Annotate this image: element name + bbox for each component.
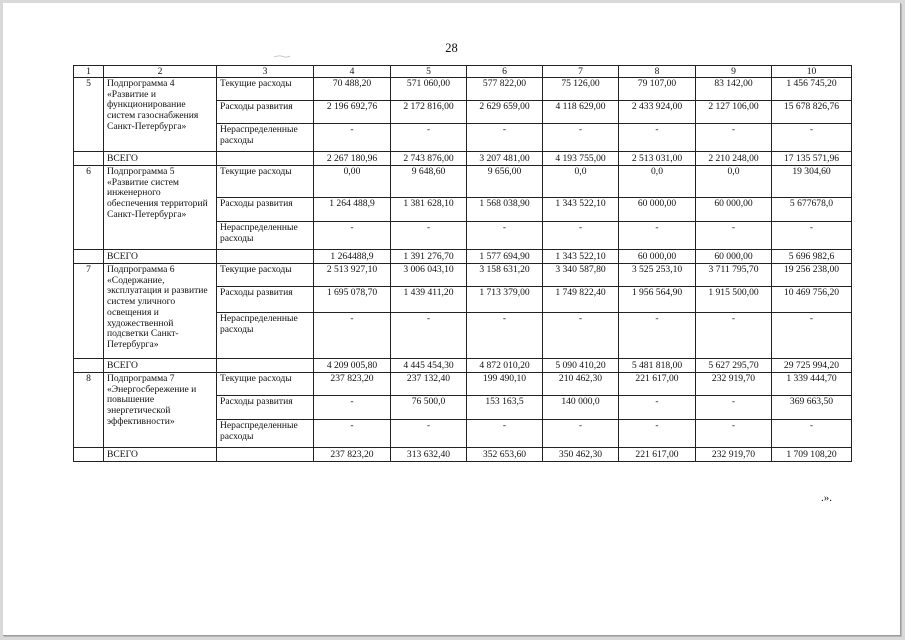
value-cell: 15 678 826,76 <box>772 101 852 124</box>
total-value-cell: 1 264488,9 <box>314 250 391 264</box>
value-cell: 199 490,10 <box>467 373 543 396</box>
value-cell: - <box>619 313 696 359</box>
value-cell: 2 127 106,00 <box>696 101 772 124</box>
table-row <box>74 373 852 396</box>
value-cell: 83 142,00 <box>696 78 772 101</box>
value-cell: 60 000,00 <box>619 198 696 222</box>
total-row <box>74 152 852 166</box>
total-value-cell: 2 513 031,00 <box>619 152 696 166</box>
empty-cell <box>74 250 104 264</box>
value-cell: - <box>314 420 391 448</box>
total-value-cell: 5 090 410,20 <box>543 359 619 373</box>
row-number: 5 <box>74 78 104 152</box>
value-cell: 1 339 444,70 <box>772 373 852 396</box>
total-value-cell: 29 725 994,20 <box>772 359 852 373</box>
expense-type-label: Расходы развития <box>217 396 314 420</box>
value-cell: 19 256 238,00 <box>772 264 852 287</box>
value-cell: - <box>467 124 543 152</box>
value-cell: 140 000,0 <box>543 396 619 420</box>
total-label: ВСЕГО <box>104 250 217 264</box>
empty-cell <box>217 250 314 264</box>
value-cell: - <box>391 420 467 448</box>
row-number: 6 <box>74 166 104 250</box>
total-value-cell: 4 209 005,80 <box>314 359 391 373</box>
value-cell: 1 439 411,20 <box>391 287 467 313</box>
value-cell: 60 000,00 <box>696 198 772 222</box>
value-cell: 369 663,50 <box>772 396 852 420</box>
value-cell: - <box>619 420 696 448</box>
value-cell: - <box>314 313 391 359</box>
value-cell: - <box>467 313 543 359</box>
value-cell: - <box>467 222 543 250</box>
value-cell: 1 695 078,70 <box>314 287 391 313</box>
total-value-cell: 3 207 481,00 <box>467 152 543 166</box>
expense-type-label: Расходы развития <box>217 287 314 313</box>
value-cell: 70 488,20 <box>314 78 391 101</box>
value-cell: 2 629 659,00 <box>467 101 543 124</box>
total-value-cell: 232 919,70 <box>696 448 772 462</box>
total-value-cell: 5 481 818,00 <box>619 359 696 373</box>
column-header: 9 <box>696 66 772 78</box>
closing-quote-mark: .». <box>821 492 832 504</box>
document-page <box>3 3 901 636</box>
total-value-cell: 350 462,30 <box>543 448 619 462</box>
row-number: 8 <box>74 373 104 448</box>
total-value-cell: 5 627 295,70 <box>696 359 772 373</box>
value-cell: - <box>619 222 696 250</box>
total-value-cell: 60 000,00 <box>696 250 772 264</box>
subprogram-title: Подпрограмма 5 «Развитие систем инженерного обеспечения территорий Санкт-Петербурга» <box>104 166 217 250</box>
value-cell: 0,0 <box>543 166 619 198</box>
value-cell: 1 915 500,00 <box>696 287 772 313</box>
value-cell: - <box>543 124 619 152</box>
value-cell: 75 126,00 <box>543 78 619 101</box>
total-value-cell: 221 617,00 <box>619 448 696 462</box>
value-cell: 210 462,30 <box>543 373 619 396</box>
value-cell: 1 456 745,20 <box>772 78 852 101</box>
value-cell: 237 823,20 <box>314 373 391 396</box>
value-cell: - <box>543 420 619 448</box>
expense-type-label: Текущие расходы <box>217 166 314 198</box>
expense-type-label: Нераспределенные расходы <box>217 420 314 448</box>
value-cell: - <box>391 124 467 152</box>
table-row <box>74 264 852 287</box>
value-cell: 1 956 564,90 <box>619 287 696 313</box>
scan-artifact-mark <box>273 55 291 58</box>
value-cell: 5 677678,0 <box>772 198 852 222</box>
value-cell: 0,0 <box>696 166 772 198</box>
value-cell: - <box>467 420 543 448</box>
empty-cell <box>217 152 314 166</box>
table-row <box>74 78 852 101</box>
value-cell: 0,00 <box>314 166 391 198</box>
total-value-cell: 4 872 010,20 <box>467 359 543 373</box>
empty-cell <box>74 152 104 166</box>
value-cell: 237 132,40 <box>391 373 467 396</box>
total-value-cell: 17 135 571,96 <box>772 152 852 166</box>
value-cell: 79 107,00 <box>619 78 696 101</box>
value-cell: 1 264 488,9 <box>314 198 391 222</box>
value-cell: 153 163,5 <box>467 396 543 420</box>
value-cell: 577 822,00 <box>467 78 543 101</box>
subprogram-title: Подпрограмма 6 «Содержание, эксплуатация и развитие систем уличного освещения и художественной подсветки Санкт-Петербурга» <box>104 264 217 359</box>
value-cell: 1 749 822,40 <box>543 287 619 313</box>
expense-type-label: Расходы развития <box>217 101 314 124</box>
value-cell: - <box>543 313 619 359</box>
value-cell: 2 433 924,00 <box>619 101 696 124</box>
empty-cell <box>74 359 104 373</box>
total-value-cell: 313 632,40 <box>391 448 467 462</box>
total-value-cell: 4 193 755,00 <box>543 152 619 166</box>
value-cell: - <box>543 222 619 250</box>
expense-type-label: Нераспределенные расходы <box>217 124 314 152</box>
total-row <box>74 359 852 373</box>
subprogram-title: Подпрограмма 7 «Энергосбережение и повышение энергетической эффективности» <box>104 373 217 448</box>
value-cell: - <box>619 124 696 152</box>
value-cell: 232 919,70 <box>696 373 772 396</box>
value-cell: - <box>772 313 852 359</box>
column-header: 5 <box>391 66 467 78</box>
column-header: 7 <box>543 66 619 78</box>
expense-type-label: Текущие расходы <box>217 264 314 287</box>
total-value-cell: 237 823,20 <box>314 448 391 462</box>
total-label: ВСЕГО <box>104 448 217 462</box>
value-cell: 3 006 043,10 <box>391 264 467 287</box>
value-cell: - <box>314 124 391 152</box>
total-label: ВСЕГО <box>104 152 217 166</box>
total-value-cell: 1 343 522,10 <box>543 250 619 264</box>
empty-cell <box>74 448 104 462</box>
value-cell: - <box>696 124 772 152</box>
value-cell: 1 381 628,10 <box>391 198 467 222</box>
value-cell: 3 340 587,80 <box>543 264 619 287</box>
value-cell: 2 513 927,10 <box>314 264 391 287</box>
empty-cell <box>217 448 314 462</box>
total-value-cell: 5 696 982,6 <box>772 250 852 264</box>
value-cell: 3 711 795,70 <box>696 264 772 287</box>
subprogram-title: Подпрограмма 4 «Развитие и функционирование систем газоснабжения Санкт-Петербурга» <box>104 78 217 152</box>
value-cell: - <box>314 222 391 250</box>
total-value-cell: 2 743 876,00 <box>391 152 467 166</box>
value-cell: - <box>696 396 772 420</box>
value-cell: 2 172 816,00 <box>391 101 467 124</box>
value-cell: 0,0 <box>619 166 696 198</box>
value-cell: 19 304,60 <box>772 166 852 198</box>
value-cell: - <box>696 222 772 250</box>
total-row <box>74 250 852 264</box>
column-header: 8 <box>619 66 696 78</box>
page-number: 28 <box>445 41 458 55</box>
row-number: 7 <box>74 264 104 359</box>
value-cell: 9 648,60 <box>391 166 467 198</box>
total-value-cell: 1 709 108,20 <box>772 448 852 462</box>
value-cell: 3 158 631,20 <box>467 264 543 287</box>
value-cell: 571 060,00 <box>391 78 467 101</box>
expense-type-label: Нераспределенные расходы <box>217 222 314 250</box>
value-cell: - <box>772 124 852 152</box>
value-cell: 1 568 038,90 <box>467 198 543 222</box>
value-cell: 1 343 522,10 <box>543 198 619 222</box>
value-cell: 76 500,0 <box>391 396 467 420</box>
value-cell: - <box>391 313 467 359</box>
value-cell: 10 469 756,20 <box>772 287 852 313</box>
total-value-cell: 352 653,60 <box>467 448 543 462</box>
total-value-cell: 2 210 248,00 <box>696 152 772 166</box>
total-value-cell: 60 000,00 <box>619 250 696 264</box>
value-cell: - <box>619 396 696 420</box>
value-cell: 3 525 253,10 <box>619 264 696 287</box>
value-cell: 9 656,00 <box>467 166 543 198</box>
expense-type-label: Текущие расходы <box>217 373 314 396</box>
column-header: 3 <box>217 66 314 78</box>
column-header: 6 <box>467 66 543 78</box>
value-cell: - <box>772 420 852 448</box>
column-header: 4 <box>314 66 391 78</box>
budget-table <box>73 65 852 462</box>
total-value-cell: 2 267 180,96 <box>314 152 391 166</box>
column-header: 10 <box>772 66 852 78</box>
value-cell: 2 196 692,76 <box>314 101 391 124</box>
value-cell: 4 118 629,00 <box>543 101 619 124</box>
total-value-cell: 1 577 694,90 <box>467 250 543 264</box>
value-cell: 1 713 379,00 <box>467 287 543 313</box>
expense-type-label: Расходы развития <box>217 198 314 222</box>
value-cell: - <box>391 222 467 250</box>
expense-type-label: Текущие расходы <box>217 78 314 101</box>
value-cell: - <box>314 396 391 420</box>
value-cell: - <box>696 420 772 448</box>
empty-cell <box>217 359 314 373</box>
value-cell: 221 617,00 <box>619 373 696 396</box>
expense-type-label: Нераспределенные расходы <box>217 313 314 359</box>
table-row <box>74 166 852 198</box>
column-header: 2 <box>104 66 217 78</box>
value-cell: - <box>772 222 852 250</box>
total-label: ВСЕГО <box>104 359 217 373</box>
column-header: 1 <box>74 66 104 78</box>
total-value-cell: 1 391 276,70 <box>391 250 467 264</box>
value-cell: - <box>696 313 772 359</box>
total-value-cell: 4 445 454,30 <box>391 359 467 373</box>
header-row <box>74 66 852 78</box>
total-row <box>74 448 852 462</box>
